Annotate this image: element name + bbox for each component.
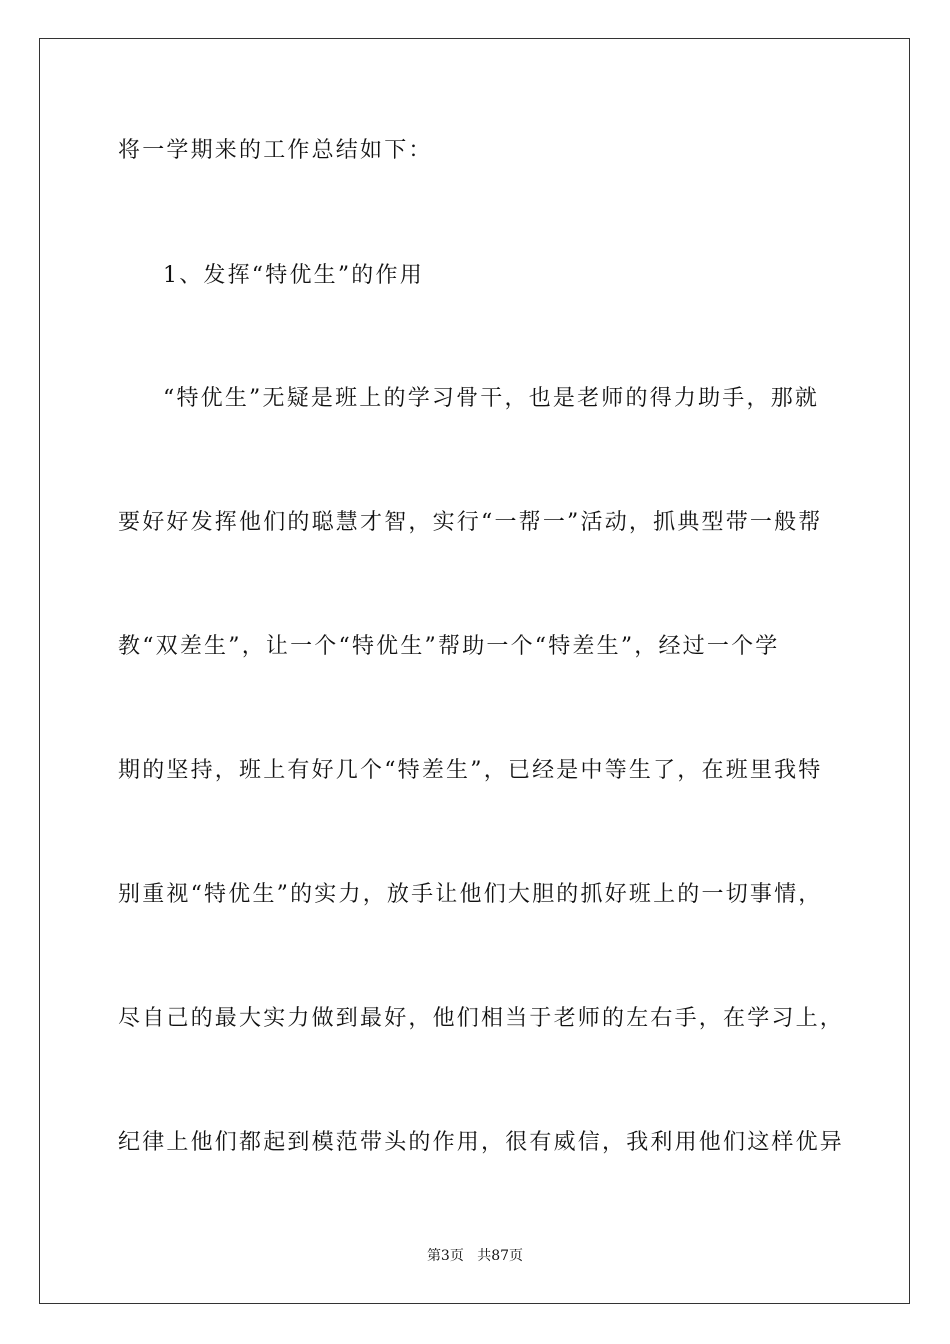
page-frame [39,38,910,1304]
text-line: 别重视“特优生”的实力，放手让他们大胆的抓好班上的一切事情， [118,882,823,907]
text-line: 尽自己的最大实力做到最好，他们相当于老师的左右手，在学习上， [118,1006,845,1031]
page-total: 共87页 [477,1248,524,1264]
text-line: 期的坚持，班上有好几个“特差生”，已经是中等生了，在班里我特 [118,758,823,783]
text-line: “特优生”无疑是班上的学习骨干，也是老师的得力助手，那就 [163,386,820,411]
page-footer [0,1246,950,1266]
page-number: 第3页 [426,1248,464,1264]
text-line: 将一学期来的工作总结如下： [118,138,433,163]
text-line: 纪律上他们都起到模范带头的作用，很有威信，我利用他们这样优异 [118,1130,845,1155]
text-line: 教“双差生”，让一个“特优生”帮助一个“特差生”，经过一个学 [118,634,780,659]
text-line: 要好好发挥他们的聪慧才智，实行“一帮一”活动，抓典型带一般帮 [118,510,823,535]
section-heading: 1、发挥“特优生”的作用 [163,263,424,288]
